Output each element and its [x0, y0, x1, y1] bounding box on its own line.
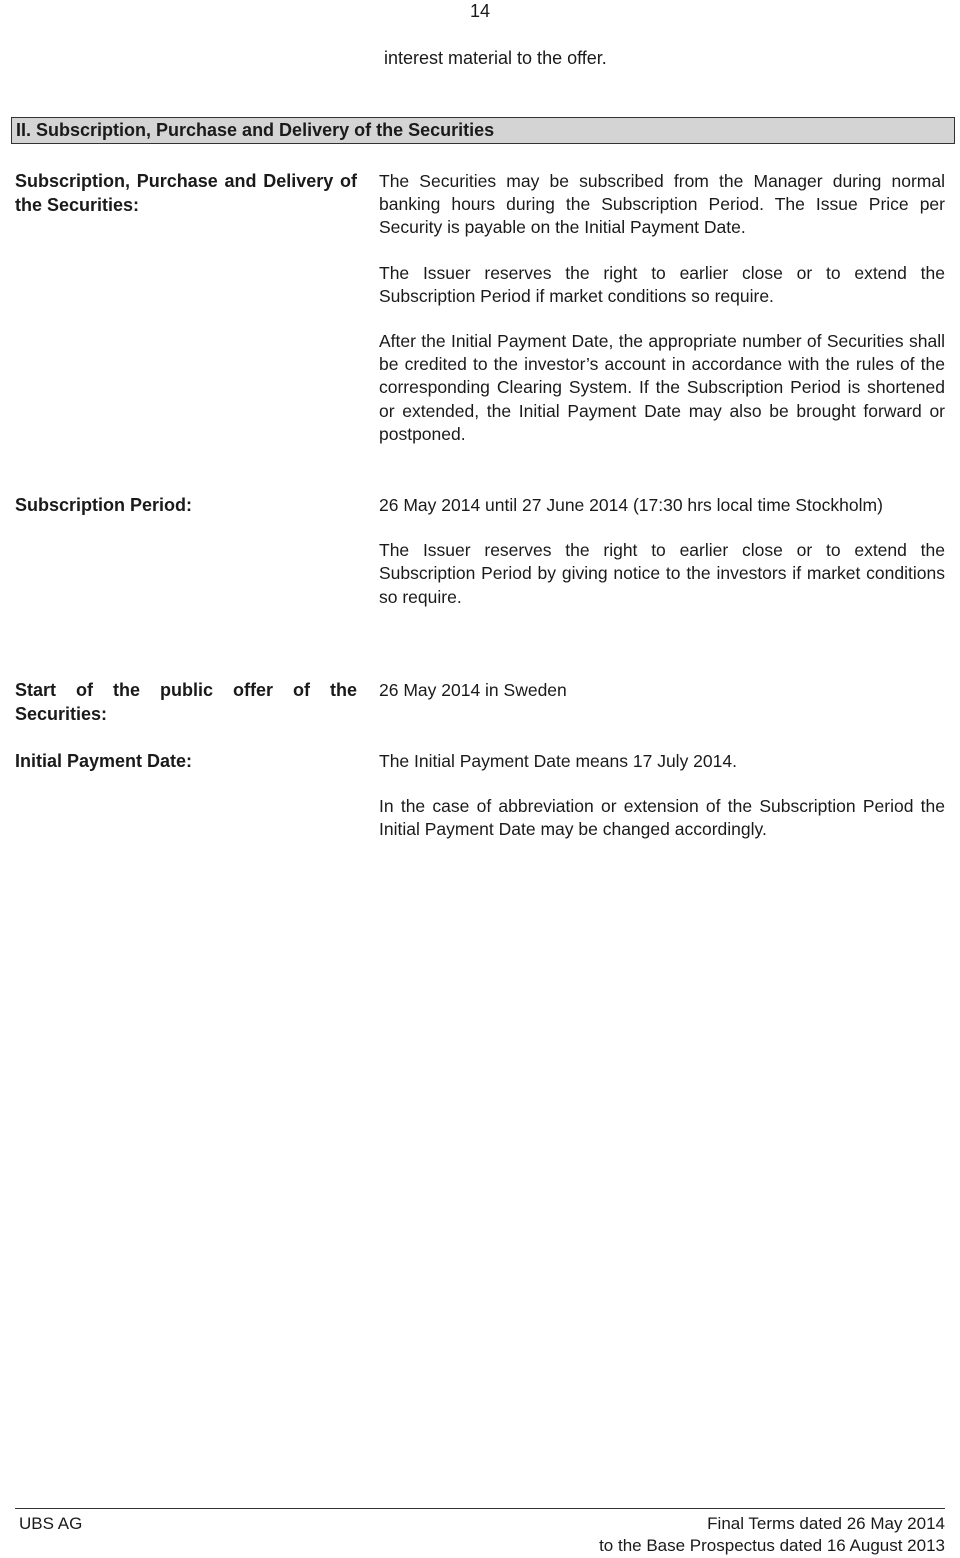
- term-paragraph: In the case of abbreviation or extension of the Subscription Period the Initial Payment Date may be changed accordingly.: [379, 796, 945, 840]
- term-body: [379, 750, 945, 864]
- term-label: Subscription, Purchase and Delivery of the Securities:: [15, 171, 357, 215]
- footer-base-prospectus: to the Base Prospectus dated 16 August 2013: [599, 1536, 945, 1555]
- term-paragraph: The Initial Payment Date means 17 July 2014.: [379, 751, 737, 771]
- term-paragraph: After the Initial Payment Date, the appropriate number of Securities shall be credited to the investor’s account in accordance with the rules of the corresponding Clearing System. If the Subscription Period is shortened or extended, the Initial Payment Date may also be brought forward or postponed.: [379, 331, 945, 444]
- term-paragraph: The Issuer reserves the right to earlier close or to extend the Subscription Period if market conditions so require.: [379, 262, 945, 306]
- term-label: Initial Payment Date:: [15, 751, 193, 771]
- continuation-text: interest material to the offer.: [384, 48, 607, 68]
- term-body: [379, 170, 945, 468]
- term-body: [379, 494, 945, 631]
- page-number: 14: [469, 1, 491, 21]
- footer-document-info: [599, 1513, 945, 1557]
- footer-issuer: UBS AG: [19, 1514, 83, 1533]
- section-heading: II. Subscription, Purchase and Delivery of the Securities: [11, 117, 955, 144]
- footer-final-terms: Final Terms dated 26 May 2014: [707, 1514, 945, 1533]
- term-label: Subscription Period:: [15, 495, 193, 515]
- term-label: Start of the public offer of the Securities:: [15, 680, 357, 724]
- term-body: [379, 679, 945, 724]
- term-paragraph: The Issuer reserves the right to earlier close or to extend the Subscription Period by giving notice to the investors if market conditions so require.: [379, 540, 945, 607]
- term-paragraph: 26 May 2014 in Sweden: [379, 680, 567, 700]
- term-paragraph: 26 May 2014 until 27 June 2014 (17:30 hrs local time Stockholm): [379, 495, 883, 515]
- page-footer: [15, 1508, 945, 1555]
- term-paragraph: The Securities may be subscribed from the Manager during normal banking hours during the Subscription Period. The Issue Price per Security is payable on the Initial Payment Date.: [379, 171, 945, 238]
